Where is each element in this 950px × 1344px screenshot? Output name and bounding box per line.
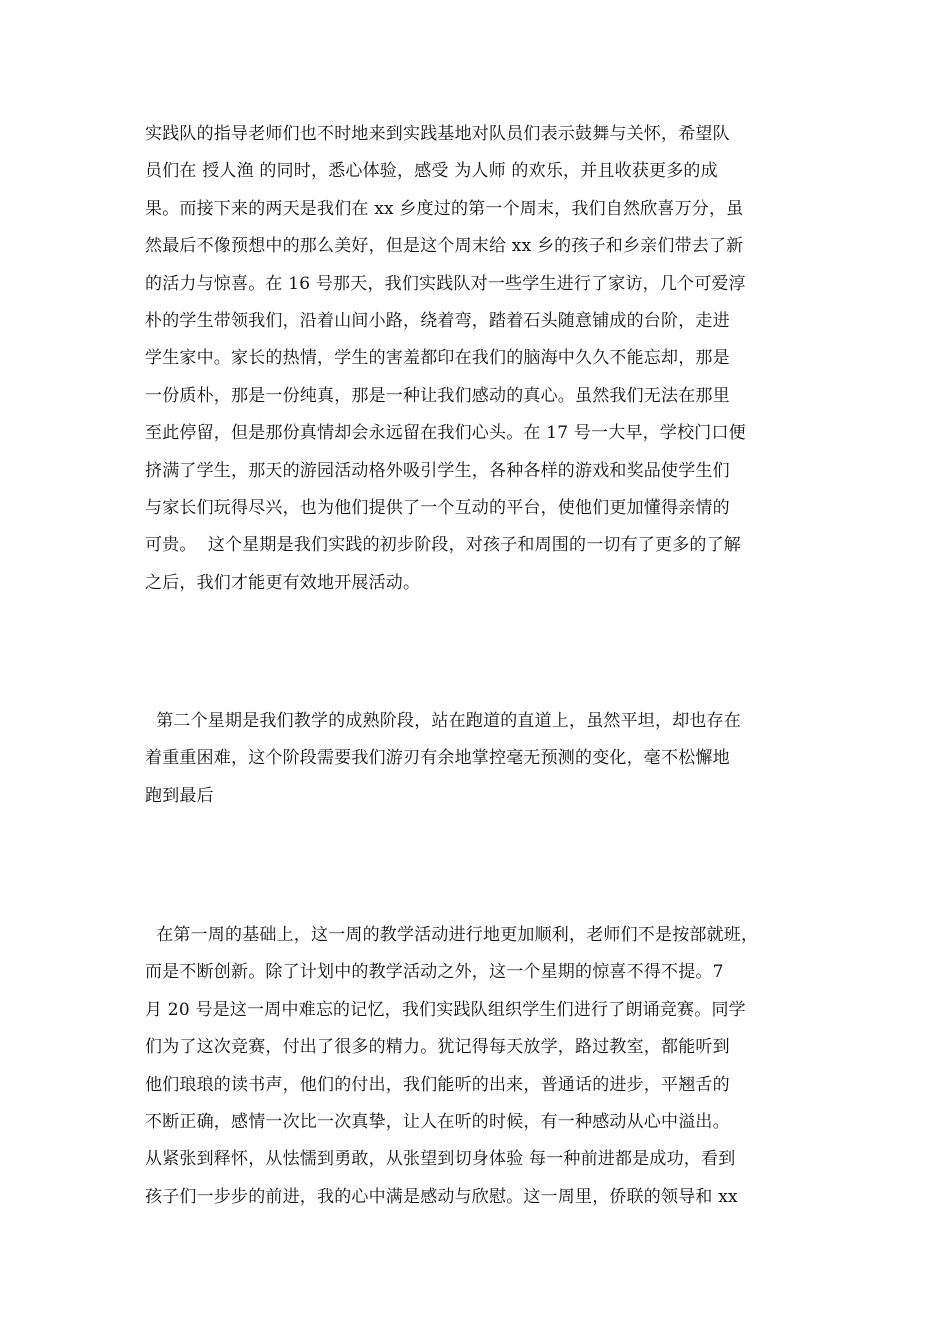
text-line: 之后，我们才能更有效地开展活动。 <box>145 572 421 593</box>
text-line: 着重重困难，这个阶段需要我们游刃有余地掌控毫无预测的变化，毫不松懈地 <box>145 748 730 769</box>
text-line: 至此停留，但是那份真情却会永远留在我们心头。在 17 号一大早，学校门口便 <box>145 423 746 444</box>
text-line: 们为了这次竞赛，付出了很多的精力。犹记得每天放学，路过教室，都能听到 <box>145 1037 730 1058</box>
text-line: 然最后不像预想中的那么美好，但是这个周末给 xx 乡的孩子和乡亲们带去了新 <box>145 236 744 257</box>
text-line: 学生家中。家长的热情，学生的害羞都印在我们的脑海中久久不能忘却，那是 <box>145 348 730 369</box>
text-line: 朴的学生带领我们，沿着山间小路，绕着弯，踏着石头随意铺成的台阶，走进 <box>145 310 730 331</box>
text-line: 第二个星期是我们教学的成熟阶段，站在跑道的直道上，虽然平坦，却也存在 <box>145 711 742 731</box>
text-line: 不断正确，感情一次比一次真挚，让人在听的时候，有一种感动从心中溢出。 <box>145 1111 730 1132</box>
paragraph-1 <box>145 116 825 602</box>
text-line: 实践队的指导老师们也不时地来到实践基地对队员们表示鼓舞与关怀，希望队 <box>145 124 730 144</box>
text-line: 他们琅琅的读书声，他们的付出，我们能听的出来，普通话的进步，平翘舌的 <box>145 1074 730 1095</box>
text-line: 月 20 号是这一周中难忘的记忆，我们实践队组织学生们进行了朗诵竞赛。同学 <box>145 999 746 1020</box>
text-line: 从紧张到释怀，从怯懦到勇敢，从张望到切身体验 每一种前进都是成功，看到 <box>145 1149 736 1170</box>
text-line: 员们在 授人渔 的同时，悉心体验，感受 为人师 的欢乐，并且收获更多的成 <box>145 161 718 182</box>
text-line: 孩子们一步步的前进，我的心中满是感动与欣慰。这一周里，侨联的领导和 xx <box>145 1186 738 1207</box>
text-line: 在第一周的基础上，这一周的教学活动进行地更加顺利，老师们不是按部就班， <box>145 925 759 945</box>
text-line: 挤满了学生，那天的游园活动格外吸引学生，各种各样的游戏和奖品使学生们 <box>145 460 730 481</box>
paragraph-3 <box>145 917 825 1216</box>
text-line: 可贵。 这个星期是我们实践的初步阶段，对孩子和周围的一切有了更多的了解 <box>145 535 742 556</box>
paragraph-2 <box>145 703 825 815</box>
text-line: 而是不断创新。除了计划中的教学活动之外，这一个星期的惊喜不得不提。7 <box>145 962 724 983</box>
text-line: 的活力与惊喜。在 16 号那天，我们实践队对一些学生进行了家访，几个可爱淳 <box>145 273 746 294</box>
text-line: 果。而接下来的两天是我们在 xx 乡度过的第一个周末，我们自然欣喜万分，虽 <box>145 198 744 219</box>
text-line: 跑到最后 <box>145 785 214 806</box>
text-line: 与家长们玩得尽兴，也为他们提供了一个互动的平台，使他们更加懂得亲情的 <box>145 497 730 518</box>
text-line: 一份质朴，那是一份纯真，那是一种让我们感动的真心。虽然我们无法在那里 <box>145 385 730 406</box>
